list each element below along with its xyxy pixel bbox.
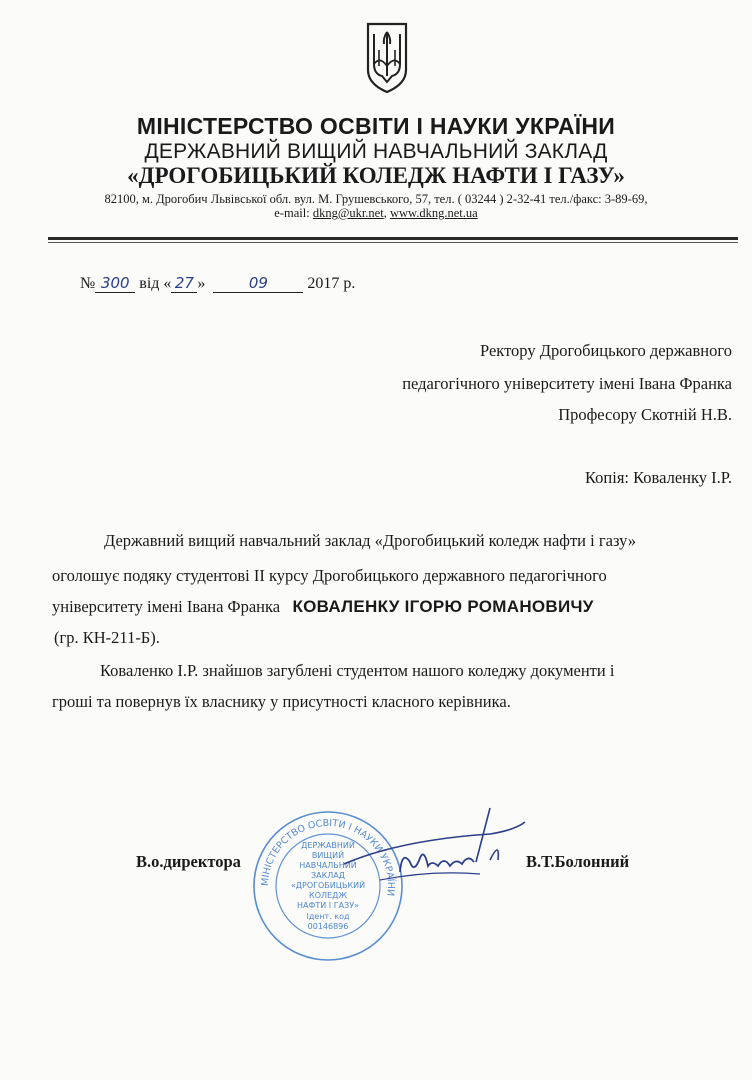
date-from-label: від « — [139, 275, 172, 292]
institution-name: «ДРОГОБИЦЬКИЙ КОЛЕДЖ НАФТИ І ГАЗУ» — [127, 163, 625, 188]
body-paragraph-1-line-3-start: університету імені Івана Франка — [52, 597, 281, 616]
date-day: 27 — [171, 274, 197, 293]
student-name: КОВАЛЕНКУ ІГОРЮ РОМАНОВИЧУ — [292, 597, 594, 616]
body-paragraph-1-line-3 — [52, 597, 594, 617]
body-paragraph-1-line-2: оголошує подяку студентові ІІ курсу Дрогобицького державного педагогічного — [52, 566, 607, 585]
addressee-line-3: Професору Скотній Н.В. — [558, 405, 732, 424]
signatory-title: В.о.директора — [136, 852, 241, 871]
stamp-line: 00146896 — [307, 922, 349, 931]
stamp-line: КОЛЕДЖ — [309, 891, 347, 900]
stamp-line: НАФТИ І ГАЗУ» — [297, 901, 359, 910]
email-link[interactable]: dkng@ukr.net — [312, 206, 384, 220]
reference-line — [80, 274, 355, 293]
handwritten-signature — [340, 800, 540, 910]
coat-of-arms-icon — [362, 20, 412, 94]
stamp-ring-text: МІНІСТЕРСТВО ОСВІТИ І НАУКИ УКРАЇНИ — [259, 817, 397, 897]
number-prefix: № — [80, 275, 96, 292]
body-paragraph-1-line-1: Державний вищий навчальний заклад «Дрогобицький коледж нафти і газу» — [104, 531, 637, 550]
stamp-line: ВИЩИЙ — [311, 851, 345, 860]
stamp-line: ЗАКЛАД — [310, 871, 346, 880]
copy-to-line: Копія: Коваленку І.Р. — [584, 468, 732, 487]
institution-type: ДЕРЖАВНИЙ ВИЩИЙ НАВЧАЛЬНИЙ ЗАКЛАД — [144, 140, 608, 163]
postal-address: 82100, м. Дрогобич Львівської обл. вул. М. Грушевського, 57, тел. ( 03244 ) 2-32-41 тел./факс: 3-89-69, — [104, 192, 648, 206]
document-number: 300 — [95, 274, 135, 293]
stamp-line: «ДРОГОБИЦЬКИЙ — [290, 881, 366, 890]
date-month: 09 — [213, 274, 303, 293]
contact-line: e-mail: dkng@ukr.net, www.dkng.net.ua — [274, 206, 478, 220]
header-divider-thin — [48, 242, 738, 243]
email-label: e-mail: — [274, 206, 310, 220]
body-paragraph-2-line-2: гроші та повернув їх власнику у присутності класного керівника. — [52, 692, 511, 711]
date-year: 2017 р. — [307, 275, 356, 292]
ministry-title: МІНІСТЕРСТВО ОСВІТИ І НАУКИ УКРАЇНИ — [136, 113, 616, 139]
website-link[interactable]: www.dkng.net.ua — [389, 206, 478, 220]
header-divider — [48, 237, 738, 240]
addressee-line-2: педагогічного університету імені Івана Франка — [402, 374, 732, 393]
stamp-line: ДЕРЖАВНИЙ — [301, 841, 355, 850]
body-paragraph-2-line-1: Коваленко І.Р. знайшов загублені студентом нашого коледжу документи і — [100, 661, 615, 680]
addressee-line-1: Ректору Дрогобицького державного — [479, 341, 732, 360]
date-day-close: » — [197, 275, 206, 292]
signatory-name: В.Т.Болонний — [526, 852, 630, 871]
student-group: (гр. КН-211-Б). — [54, 628, 160, 647]
stamp-line: Ідент. код — [306, 912, 350, 921]
stamp-line: НАВЧАЛЬНИЙ — [299, 861, 357, 870]
